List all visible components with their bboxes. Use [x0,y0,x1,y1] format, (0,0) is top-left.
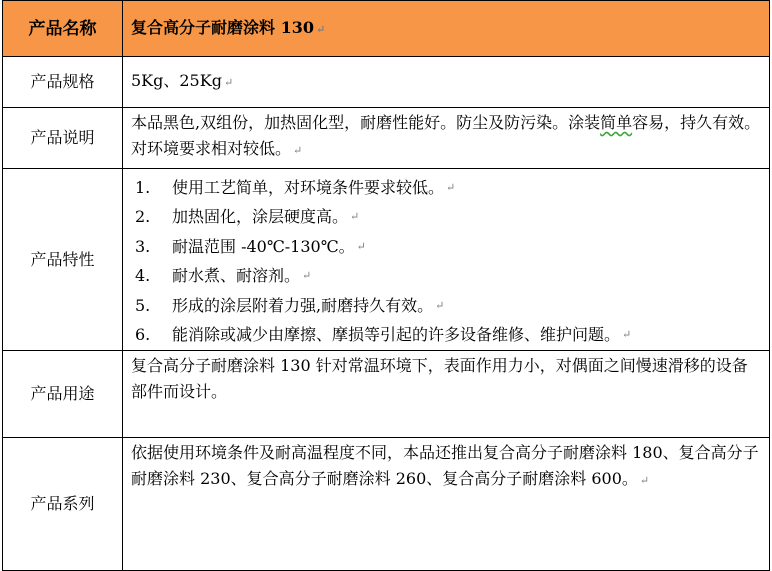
description-text-main: 本品黑色,双组份，加热固化型，耐磨性能好。防尘及防污染。涂装 [131,113,601,132]
spec-label-text: 产品规格 [30,72,95,91]
series-value [123,438,770,571]
table-row-series [3,438,770,571]
feature-number: 1. [135,177,151,197]
product-name-value-text: 复合高分子耐磨涂料 130 [131,17,314,37]
paragraph-mark-icon: ↵ [223,76,234,89]
product-name-label [3,1,123,57]
feature-number: 5. [135,295,151,315]
paragraph-mark-icon: ↵ [435,298,445,312]
feature-item [131,203,763,233]
paragraph-mark-icon: ↵ [302,269,312,283]
usage-label-text: 产品用途 [30,384,95,403]
features-value [123,169,770,351]
description-text-tail: 容易，持久有效。对环境要求相对较低。 [131,113,761,158]
feature-text: 耐水煮、耐溶剂。 [172,266,301,286]
description-value [123,108,770,169]
feature-item [131,173,763,203]
features-label-text: 产品特性 [30,249,95,269]
feature-text: 形成的涂层附着力强,耐磨持久有效。 [172,295,434,315]
usage-value [123,351,770,438]
feature-text: 耐温范围 -40℃-130℃。 [172,236,355,256]
series-label [3,438,123,571]
table-row-features [3,169,770,351]
product-spec-table [2,0,770,571]
feature-item [131,232,763,262]
paragraph-mark-icon: ↵ [356,239,366,253]
paragraph-mark-icon: ↵ [446,180,456,194]
paragraph-mark-icon: ↵ [639,474,650,487]
feature-number: 4. [135,266,151,286]
spec-value-text: 5Kg、25Kg [131,71,222,90]
feature-item [131,291,763,321]
description-label-text: 产品说明 [30,128,95,147]
usage-label [3,351,123,438]
feature-list [131,169,763,350]
table-row-product-name [3,1,770,57]
description-text-flagged: 简单 [600,113,633,132]
usage-text: 复合高分子耐磨涂料 130 针对常温环境下，表面作用力小，对偶面之间慢速滑移的设备部件而设计。 [131,356,748,401]
paragraph-mark-icon: ↵ [622,328,632,342]
feature-text: 使用工艺简单，对环境条件要求较低。 [172,177,445,197]
product-name-value [123,1,770,57]
feature-text: 能消除或减少由摩擦、摩损等引起的许多设备维修、维护问题。 [172,325,621,345]
table-row-spec [3,57,770,108]
series-text: 依据使用环境条件及耐高温程度不同，本品还推出复合高分子耐磨涂料 180、复合高分子耐磨涂料 230、复合高分子耐磨涂料 260、复合高分子耐磨涂料 600。 [131,443,759,488]
feature-number: 2. [135,207,151,227]
spec-value [123,57,770,108]
feature-text: 加热固化，涂层硬度高。 [172,207,349,227]
table-row-description [3,108,770,169]
series-label-text: 产品系列 [30,494,95,513]
table-row-usage [3,351,770,438]
feature-item [131,262,763,292]
description-label [3,108,123,169]
paragraph-mark-icon: ↵ [293,144,303,157]
paragraph-mark-icon: ↵ [350,210,360,224]
product-name-label-text: 产品名称 [28,18,97,39]
feature-item [131,321,763,351]
feature-number: 6. [135,325,151,345]
features-label [3,169,123,351]
spec-label [3,57,123,108]
paragraph-mark-icon: ↵ [315,22,326,36]
feature-number: 3. [135,236,151,256]
